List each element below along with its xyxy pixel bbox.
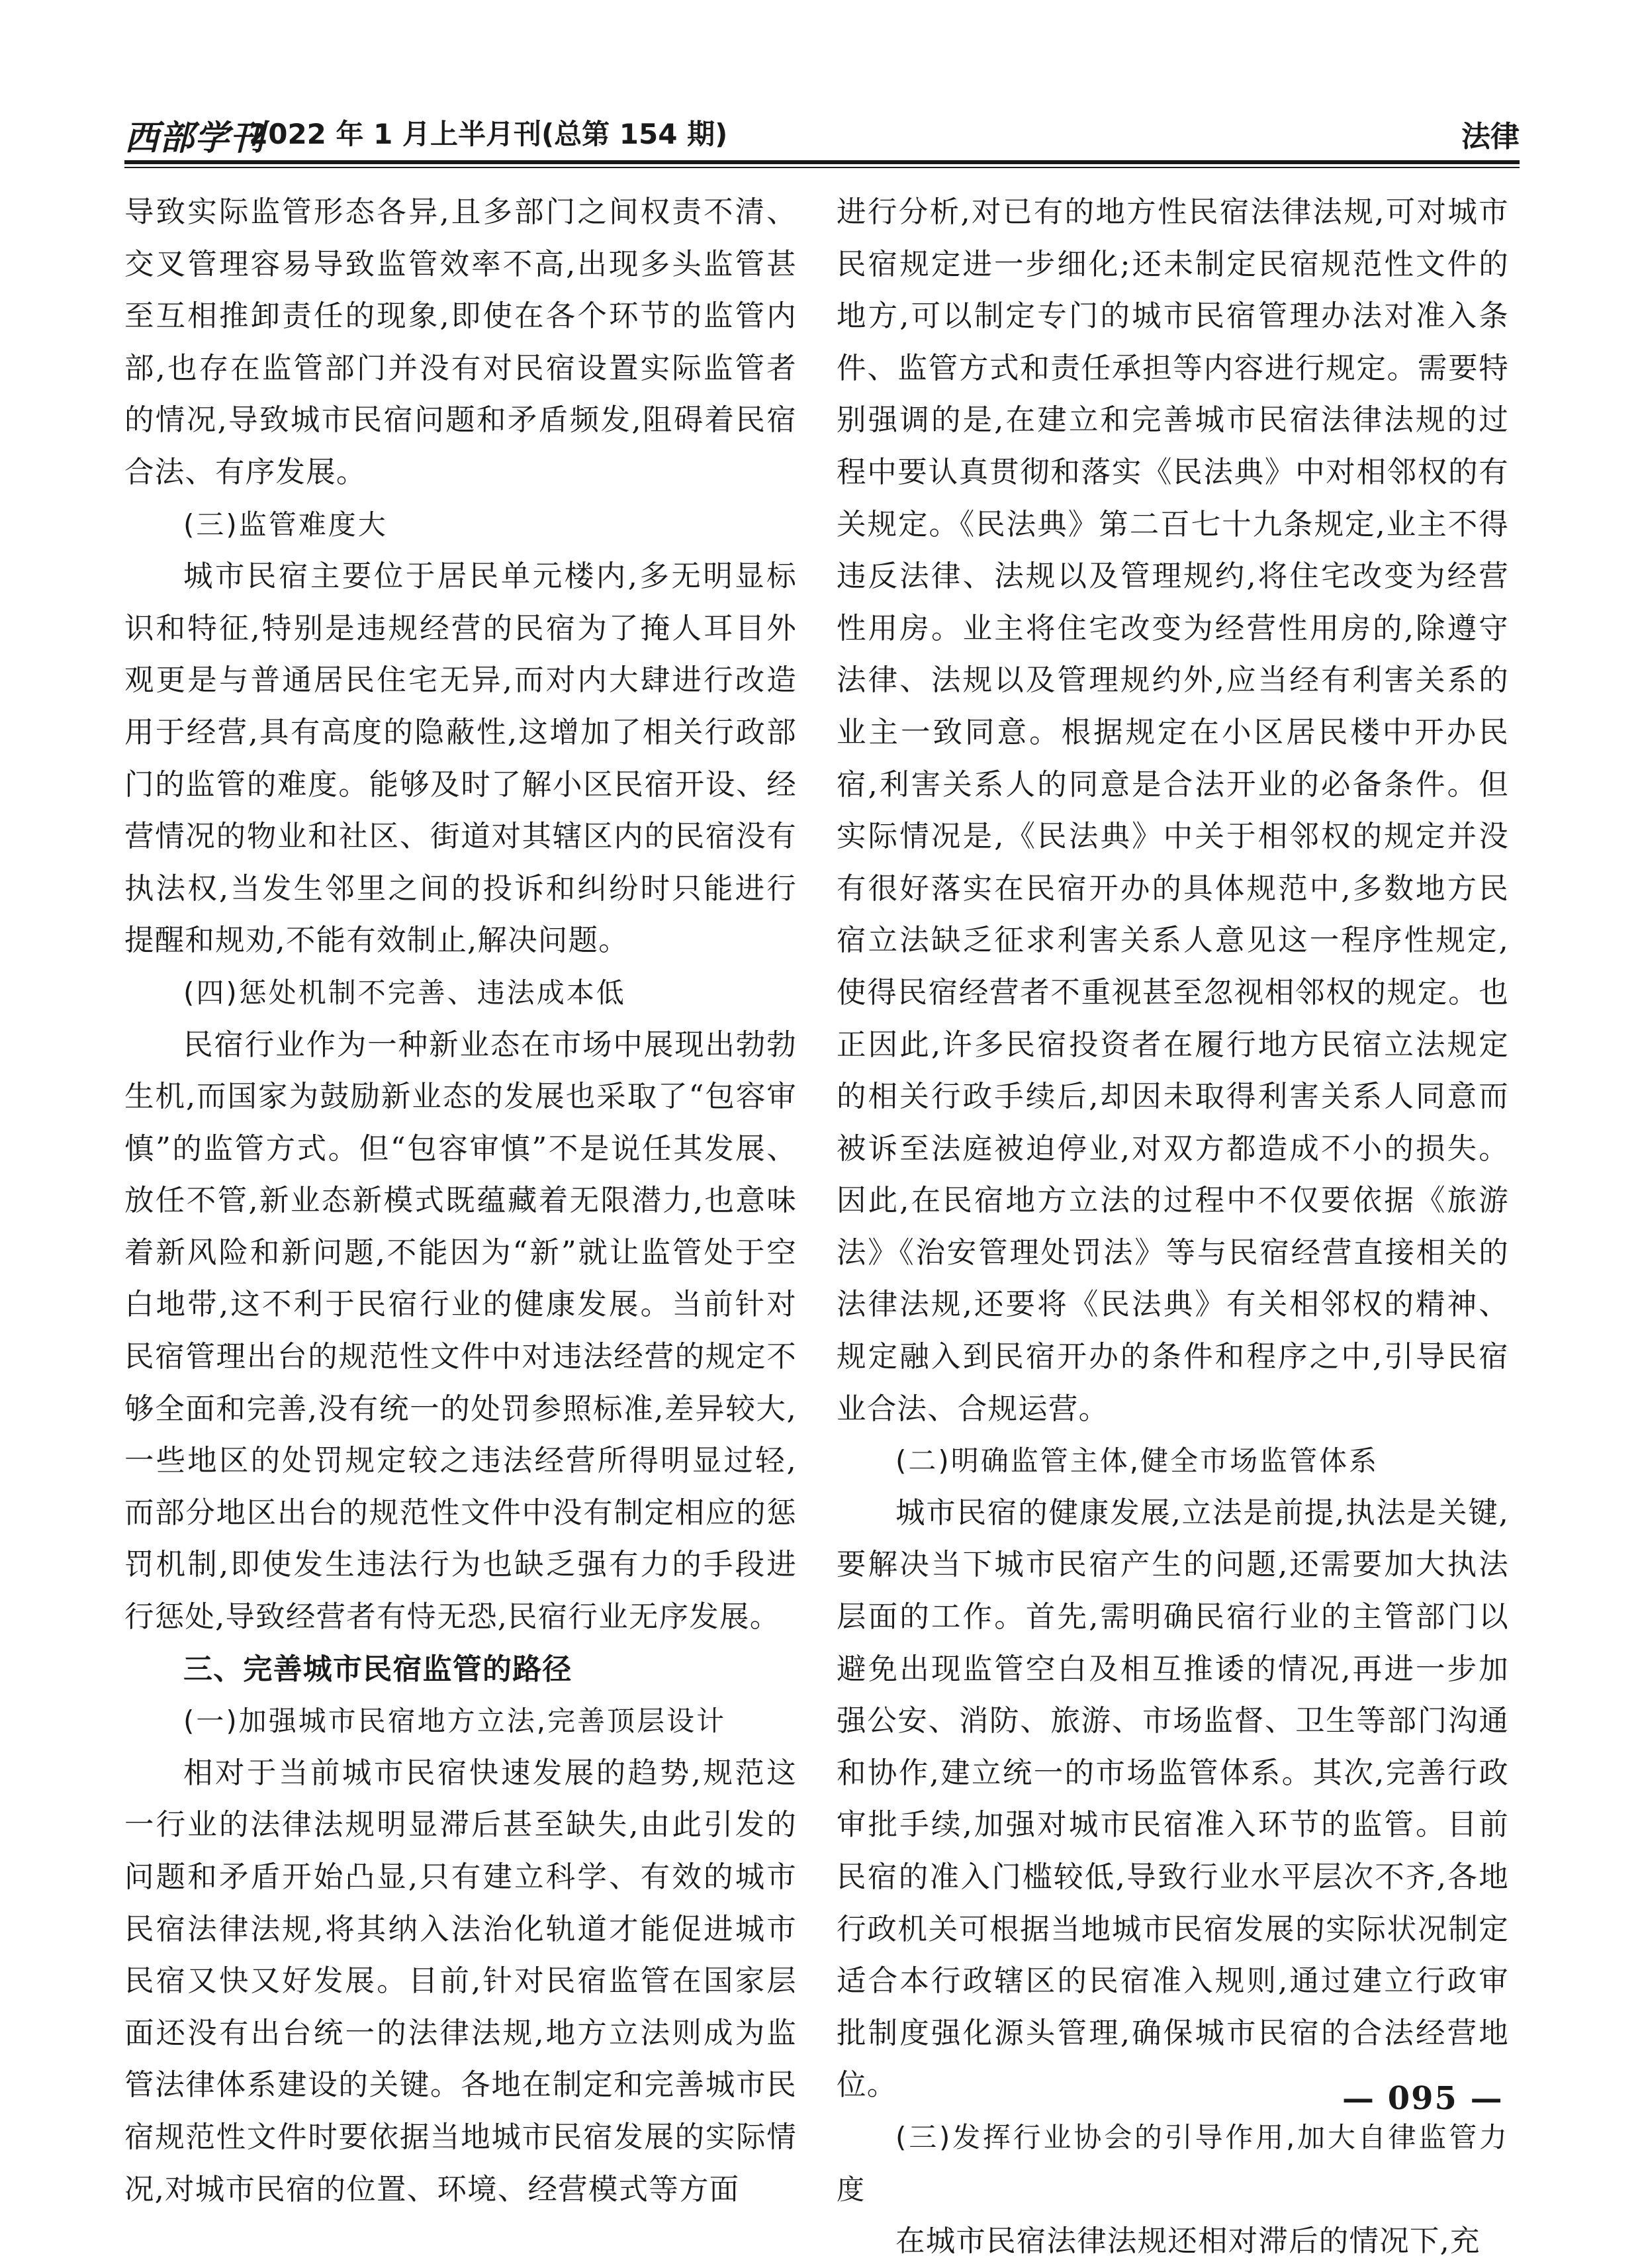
right-column [837, 187, 1509, 2268]
body-paragraph: 城市民宿的健康发展,立法是前提,执法是关键,要解决当下城市民宿产生的问题,还需要加大执法层面的工作。首先,需明确民宿行业的主管部门以避免出现监管空白及相互推诿的情况,再进一步加强公安、消防、旅游、市场监督、卫生等部门沟通和协作,建立统一的市场监管体系。其次,完善行政审批手续,加强对城市民宿准入环节的监管。目前民宿的准入门槛较低,导致行业水平层次不齐,各地行政机关可根据当地城市民宿发展的实际状况制定适合本行政辖区的民宿准入规则,通过建立行政审批制度强化源头管理,确保城市民宿的合法经营地位。 [837, 1495, 1509, 2103]
left-column [124, 187, 797, 2216]
page-header [124, 106, 1520, 158]
page-number: — 095 — [1342, 2080, 1504, 2117]
subsection-heading: (四)惩处机制不完善、违法成本低 [183, 976, 626, 1009]
subsection-heading: (三)监管难度大 [183, 508, 388, 541]
body-paragraph: 城市民宿主要位于居民单元楼内,多无明显标识和特征,特别是违规经营的民宿为了掩人耳目外观更是与普通居民住宅无异,而对内大肆进行改造用于经营,具有高度的隐蔽性,这增加了相关行政部门的监管的难度。能够及时了解小区民宿开设、经营情况的物业和社区、街道对其辖区内的民宿没有执法权,当发生邻里之间的投诉和纠纷时只能进行提醒和规劝,不能有效制止,解决问题。 [124, 559, 797, 958]
section-heading: 三、完善城市民宿监管的路径 [183, 1652, 572, 1686]
subsection-heading: (二)明确监管主体,健全市场监管体系 [895, 1444, 1379, 1478]
section-name: 法律 [1461, 120, 1520, 154]
body-paragraph: 在城市民宿法律法规还相对滞后的情况下,充 [895, 2224, 1481, 2259]
body-paragraph: 进行分析,对已有的地方性民宿法律法规,可对城市民宿规定进一步细化;还未制定民宿规范性文件的地方,可以制定专门的城市民宿管理办法对准入条件、监管方式和责任承担等内容进行规定。需要特别强调的是,在建立和完善城市民宿法律法规的过程中要认真贯彻和落实《民法典》中对相邻权的有关规定。《民法典》第二百七十九条规定,业主不得违反法律、法规以及管理规约,将住宅改变为经营性用房。业主将住宅改变为经营性用房的,除遵守法律、法规以及管理规约外,应当经有利害关系的业主一致同意。根据规定在小区居民楼中开办民宿,利害关系人的同意是合法开业的必备条件。但实际情况是,《民法典》中关于相邻权的规定并没有很好落实在民宿开办的具体规范中,多数地方民宿立法缺乏征求利害关系人意见这一程序性规定,使得民宿经营者不重视甚至忽视相邻权的规定。也正因此,许多民宿投资者在履行地方民宿立法规定的相关行政手续后,却因未取得利害关系人同意而被诉至法庭被迫停业,对双方都造成不小的损失。因此,在民宿地方立法的过程中不仅要依据《旅游法》《治安管理处罚法》等与民宿经营直接相关的法律法规,还要将《民法典》有关相邻权的精神、规定融入到民宿开办的条件和程序之中,引导民宿业合法、合规运营。 [837, 195, 1509, 1426]
issue-info: 2022 年 1 月上半月刊(总第 154 期) [249, 118, 728, 150]
body-paragraph: 导致实际监管形态各异,且多部门之间权责不清、交叉管理容易导致监管效率不高,出现多头监管甚至互相推卸责任的现象,即使在各个环节的监管内部,也存在监管部门并没有对民宿设置实际监管者的情况,导致城市民宿问题和矛盾频发,阻碍着民宿合法、有序发展。 [124, 195, 797, 489]
subsection-heading: (三)发挥行业协会的引导作用,加大自律监管力度 [837, 2120, 1509, 2206]
journal-logo: 西部学刊 [124, 118, 265, 158]
subsection-heading: (一)加强城市民宿地方立法,完善顶层设计 [183, 1705, 727, 1738]
header-rule-thick [124, 160, 1520, 164]
header-rule-thin [124, 167, 1520, 168]
body-paragraph: 相对于当前城市民宿快速发展的趋势,规范这一行业的法律法规明显滞后甚至缺失,由此引发的问题和矛盾开始凸显,只有建立科学、有效的城市民宿法律法规,将其纳入法治化轨道才能促进城市民宿又快又好发展。目前,针对民宿监管在国家层面还没有出台统一的法律法规,地方立法则成为监管法律体系建设的关键。各地在制定和完善城市民宿规范性文件时要依据当地城市民宿发展的实际情况,对城市民宿的位置、环境、经营模式等方面 [124, 1756, 797, 2206]
body-paragraph: 民宿行业作为一种新业态在市场中展现出勃勃生机,而国家为鼓励新业态的发展也采取了“包容审慎”的监管方式。但“包容审慎”不是说任其发展、放任不管,新业态新模式既蕴藏着无限潜力,也意味着新风险和新问题,不能因为“新”就让监管处于空白地带,这不利于民宿行业的健康发展。当前针对民宿管理出台的规范性文件中对违法经营的规定不够全面和完善,没有统一的处罚参照标准,差异较大,一些地区的处罚规定较之违法经营所得明显过轻,而部分地区出台的规范性文件中没有制定相应的惩罚机制,即使发生违法行为也缺乏强有力的手段进行惩处,导致经营者有恃无恐,民宿行业无序发展。 [124, 1027, 797, 1634]
